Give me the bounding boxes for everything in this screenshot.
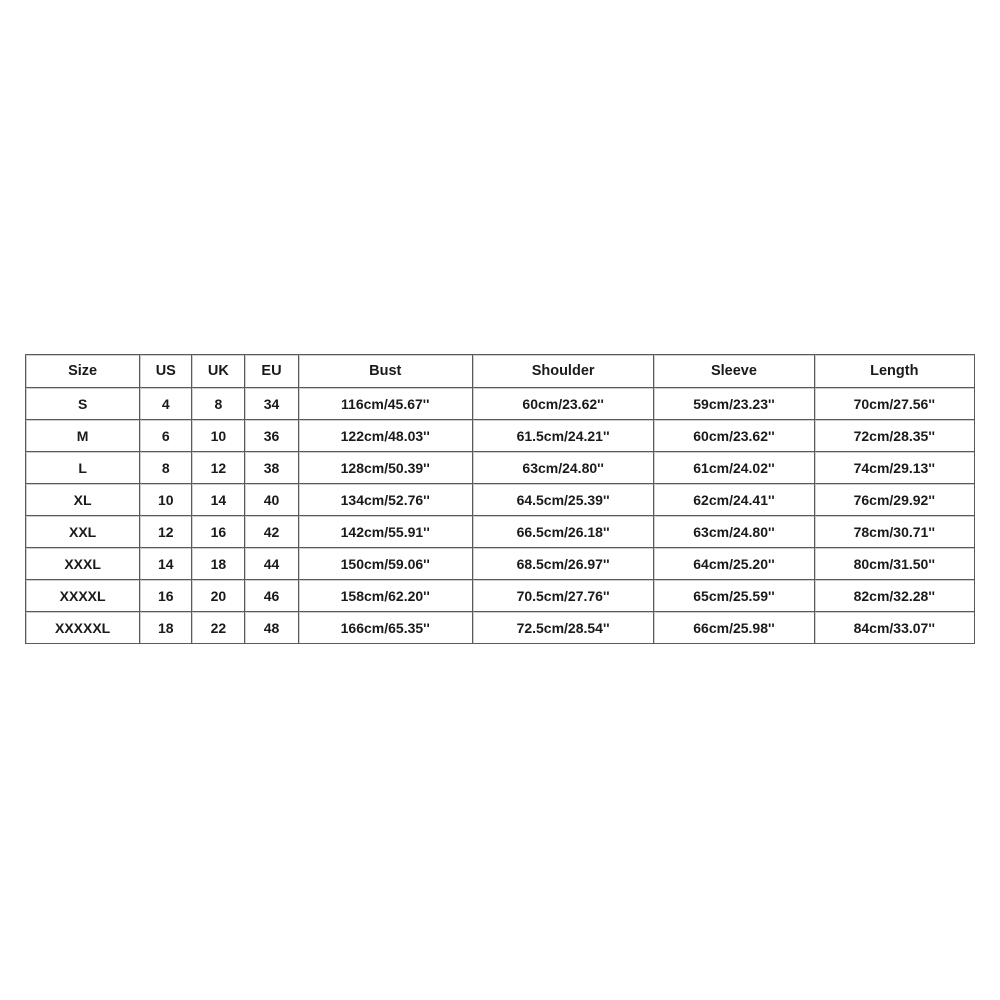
column-header-size: Size <box>26 355 140 388</box>
cell-size: XL <box>26 484 140 516</box>
column-header-uk: UK <box>192 355 245 388</box>
cell-uk: 8 <box>192 388 245 420</box>
cell-size: M <box>26 420 140 452</box>
cell-size: XXXL <box>26 548 140 580</box>
column-header-sleeve: Sleeve <box>654 355 814 388</box>
cell-length: 78cm/30.71'' <box>815 516 975 548</box>
cell-uk: 20 <box>192 580 245 612</box>
column-header-length: Length <box>815 355 975 388</box>
cell-bust: 142cm/55.91'' <box>299 516 473 548</box>
cell-size: L <box>26 452 140 484</box>
table-row <box>26 484 975 516</box>
cell-us: 14 <box>140 548 192 580</box>
column-header-eu: EU <box>245 355 298 388</box>
cell-sleeve: 62cm/24.41'' <box>654 484 814 516</box>
cell-length: 82cm/32.28'' <box>815 580 975 612</box>
cell-uk: 16 <box>192 516 245 548</box>
cell-sleeve: 59cm/23.23'' <box>654 388 814 420</box>
table-row <box>26 580 975 612</box>
cell-sleeve: 66cm/25.98'' <box>654 612 814 644</box>
cell-bust: 122cm/48.03'' <box>299 420 473 452</box>
cell-eu: 44 <box>245 548 298 580</box>
cell-us: 8 <box>140 452 192 484</box>
size-chart-table <box>25 354 975 644</box>
table-row <box>26 548 975 580</box>
cell-length: 70cm/27.56'' <box>815 388 975 420</box>
cell-shoulder: 68.5cm/26.97'' <box>473 548 654 580</box>
cell-eu: 48 <box>245 612 298 644</box>
size-chart <box>25 354 975 644</box>
cell-size: XXL <box>26 516 140 548</box>
table-body <box>26 388 975 644</box>
table-row <box>26 516 975 548</box>
cell-eu: 36 <box>245 420 298 452</box>
cell-size: XXXXXL <box>26 612 140 644</box>
cell-length: 72cm/28.35'' <box>815 420 975 452</box>
cell-uk: 14 <box>192 484 245 516</box>
cell-sleeve: 65cm/25.59'' <box>654 580 814 612</box>
column-header-us: US <box>140 355 192 388</box>
cell-shoulder: 63cm/24.80'' <box>473 452 654 484</box>
cell-us: 16 <box>140 580 192 612</box>
cell-eu: 42 <box>245 516 298 548</box>
cell-bust: 150cm/59.06'' <box>299 548 473 580</box>
cell-shoulder: 64.5cm/25.39'' <box>473 484 654 516</box>
cell-bust: 166cm/65.35'' <box>299 612 473 644</box>
cell-eu: 38 <box>245 452 298 484</box>
cell-shoulder: 70.5cm/27.76'' <box>473 580 654 612</box>
cell-us: 18 <box>140 612 192 644</box>
cell-shoulder: 60cm/23.62'' <box>473 388 654 420</box>
cell-us: 10 <box>140 484 192 516</box>
cell-uk: 10 <box>192 420 245 452</box>
table-row <box>26 452 975 484</box>
cell-us: 4 <box>140 388 192 420</box>
table-row <box>26 612 975 644</box>
cell-bust: 158cm/62.20'' <box>299 580 473 612</box>
cell-length: 76cm/29.92'' <box>815 484 975 516</box>
cell-size: XXXXL <box>26 580 140 612</box>
table-row <box>26 388 975 420</box>
column-header-shoulder: Shoulder <box>473 355 654 388</box>
cell-us: 12 <box>140 516 192 548</box>
cell-length: 84cm/33.07'' <box>815 612 975 644</box>
cell-uk: 18 <box>192 548 245 580</box>
table-row <box>26 420 975 452</box>
cell-shoulder: 72.5cm/28.54'' <box>473 612 654 644</box>
cell-length: 74cm/29.13'' <box>815 452 975 484</box>
cell-eu: 40 <box>245 484 298 516</box>
cell-sleeve: 63cm/24.80'' <box>654 516 814 548</box>
column-header-bust: Bust <box>299 355 473 388</box>
cell-us: 6 <box>140 420 192 452</box>
cell-shoulder: 66.5cm/26.18'' <box>473 516 654 548</box>
cell-shoulder: 61.5cm/24.21'' <box>473 420 654 452</box>
table-header-row <box>26 355 975 388</box>
cell-eu: 46 <box>245 580 298 612</box>
cell-size: S <box>26 388 140 420</box>
cell-eu: 34 <box>245 388 298 420</box>
cell-length: 80cm/31.50'' <box>815 548 975 580</box>
cell-sleeve: 64cm/25.20'' <box>654 548 814 580</box>
cell-bust: 134cm/52.76'' <box>299 484 473 516</box>
cell-bust: 116cm/45.67'' <box>299 388 473 420</box>
cell-sleeve: 61cm/24.02'' <box>654 452 814 484</box>
cell-uk: 12 <box>192 452 245 484</box>
cell-bust: 128cm/50.39'' <box>299 452 473 484</box>
cell-uk: 22 <box>192 612 245 644</box>
cell-sleeve: 60cm/23.62'' <box>654 420 814 452</box>
